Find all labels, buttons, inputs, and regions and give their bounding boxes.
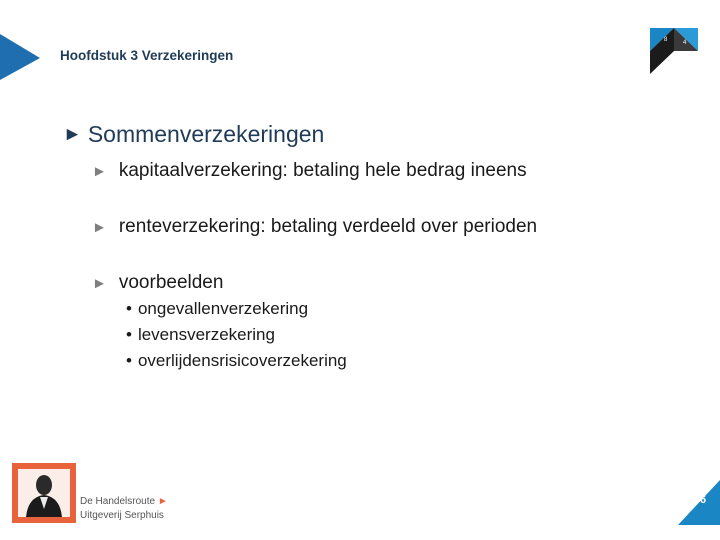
publisher-line-2: Uitgeverij Serphuis [80, 510, 164, 521]
triangle-bullet-icon: ► [92, 218, 107, 236]
list-item-text: kapitaalverzekering: betaling hele bedrag ineens [118, 160, 527, 181]
triangle-bullet-icon: ► [92, 274, 107, 292]
sub-list-item [126, 351, 347, 371]
dot-bullet-icon: • [126, 325, 132, 344]
slide-heading-text: Sommenverzekeringen [87, 121, 325, 147]
logo-number-1: 8 [664, 37, 668, 43]
page-number: 6 [700, 494, 707, 506]
list-item [92, 272, 223, 294]
chapter-title: Hoofdstuk 3 Verzekeringen [60, 48, 234, 63]
list-item [92, 160, 527, 182]
brand-logo [650, 28, 698, 74]
sub-list-item [126, 325, 275, 345]
sub-list-item-text: overlijdensrisicoverzekering [137, 351, 347, 370]
list-item-text: renteverzekering: betaling verdeeld over perioden [118, 216, 538, 237]
sub-list-item [126, 299, 308, 319]
publisher-line-1: De Handelsroute ► [80, 496, 168, 507]
list-item-text: voorbeelden [118, 272, 224, 293]
slide-heading [63, 121, 324, 148]
dot-bullet-icon: • [126, 299, 132, 318]
publisher-portrait-logo [12, 463, 76, 523]
triangle-bullet-icon: ► [63, 123, 82, 145]
triangle-bullet-icon: ► [92, 162, 107, 180]
dot-bullet-icon: • [126, 351, 132, 370]
logo-number-2: 4 [683, 40, 687, 46]
corner-triangle-shape [0, 34, 40, 80]
list-item [92, 216, 537, 238]
sub-list-item-text: levensverzekering [137, 325, 275, 344]
sub-list-item-text: ongevallenverzekering [137, 299, 309, 318]
page-badge-shape [678, 480, 720, 525]
